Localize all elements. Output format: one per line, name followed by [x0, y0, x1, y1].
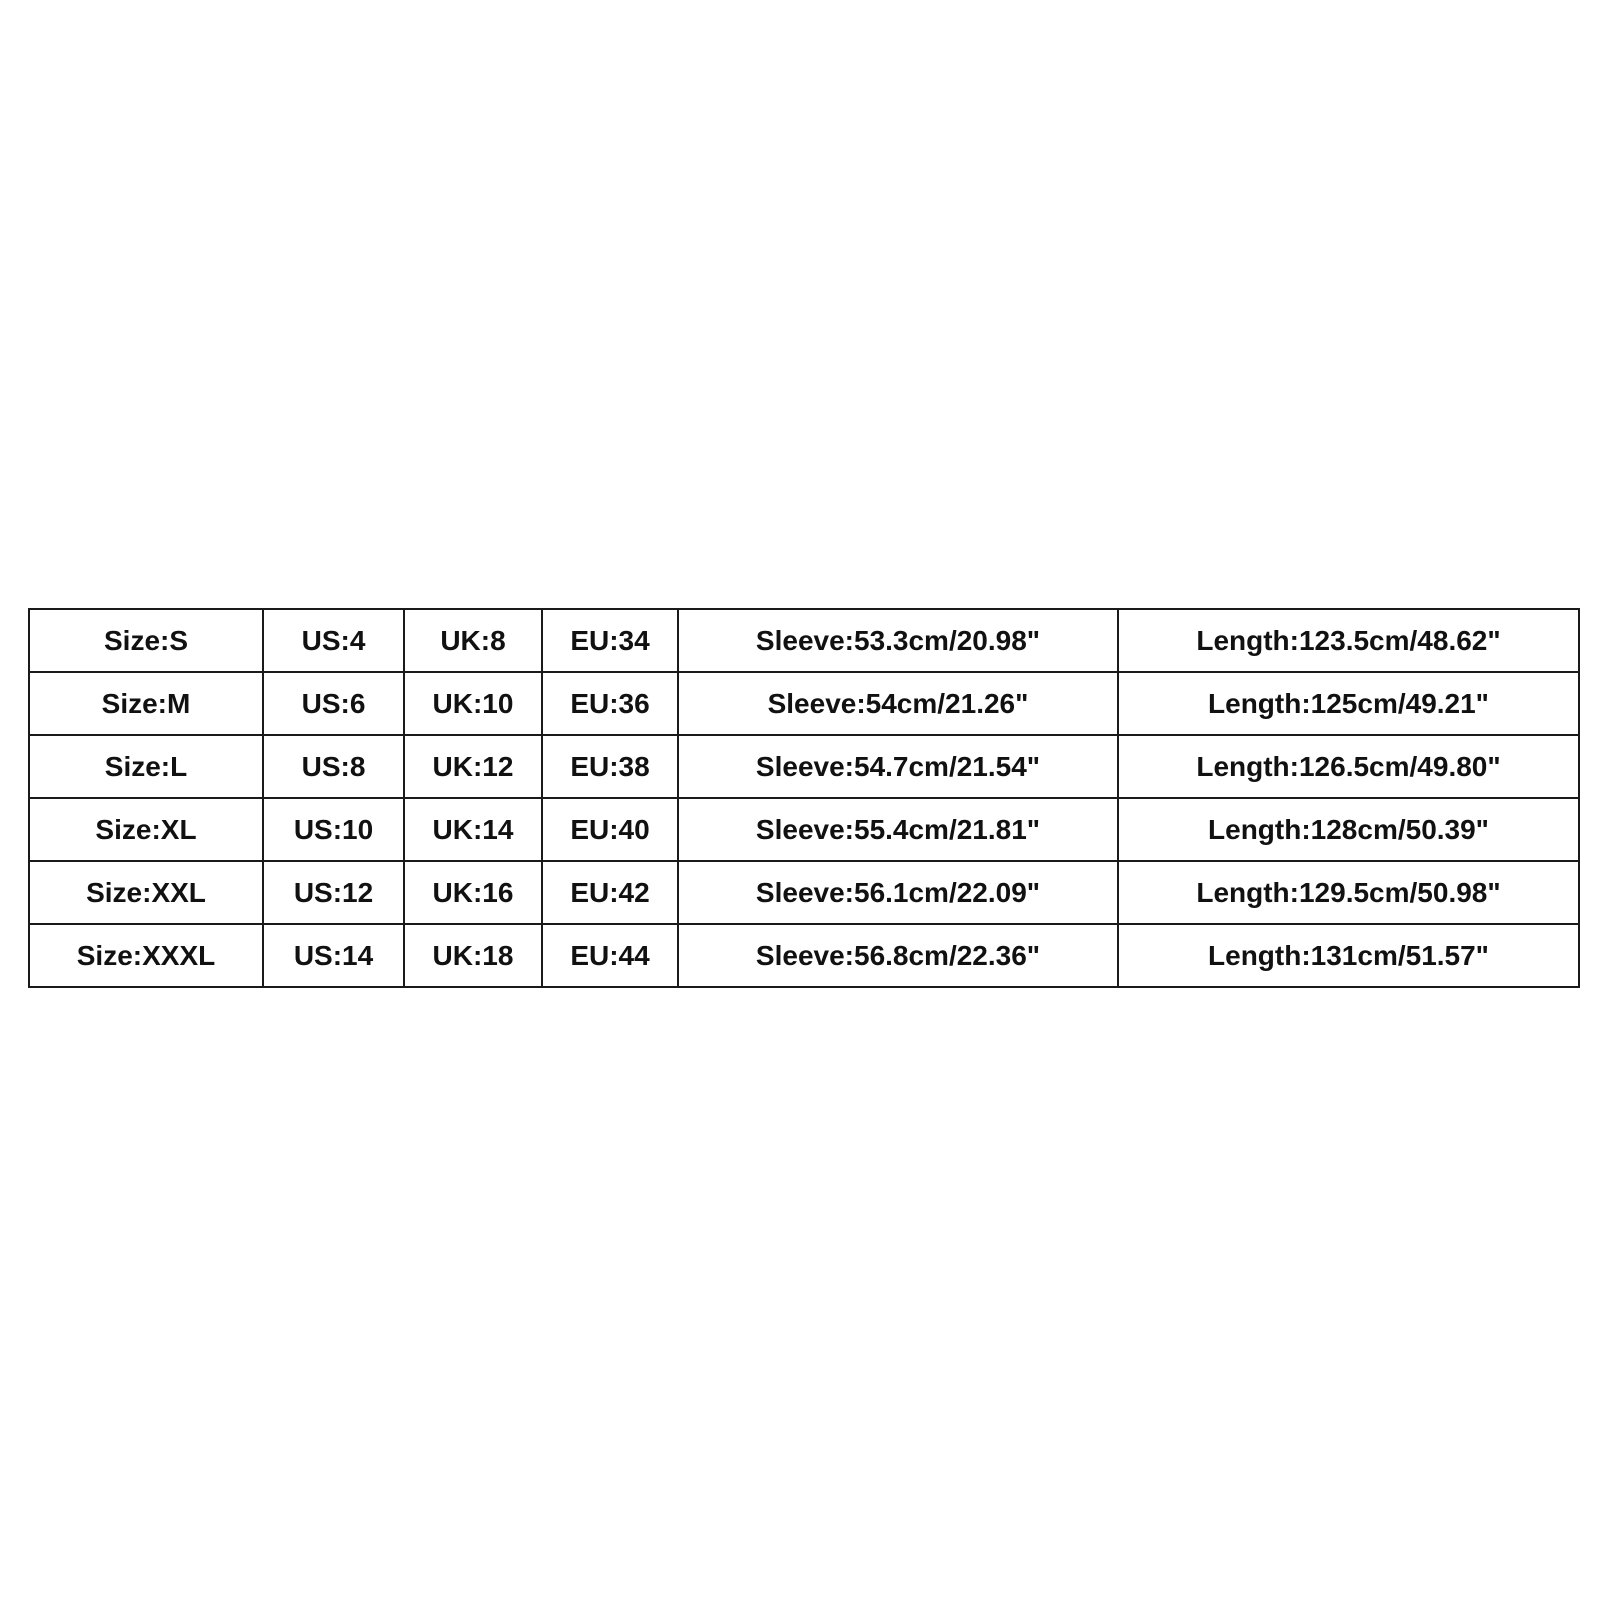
eu-size-cell: EU:42 — [542, 861, 678, 924]
us-size-cell: US:8 — [263, 735, 404, 798]
sleeve-cell: Sleeve:56.8cm/22.36" — [678, 924, 1118, 987]
sleeve-cell: Sleeve:54cm/21.26" — [678, 672, 1118, 735]
size-cell: Size:XXXL — [29, 924, 263, 987]
size-cell: Size:L — [29, 735, 263, 798]
length-cell: Length:125cm/49.21" — [1118, 672, 1579, 735]
uk-size-cell: UK:18 — [404, 924, 542, 987]
eu-size-cell: EU:34 — [542, 609, 678, 672]
length-cell: Length:129.5cm/50.98" — [1118, 861, 1579, 924]
us-size-cell: US:12 — [263, 861, 404, 924]
table-row — [29, 672, 1579, 735]
uk-size-cell: UK:8 — [404, 609, 542, 672]
eu-size-cell: EU:44 — [542, 924, 678, 987]
eu-size-cell: EU:36 — [542, 672, 678, 735]
uk-size-cell: UK:14 — [404, 798, 542, 861]
length-cell: Length:126.5cm/49.80" — [1118, 735, 1579, 798]
us-size-cell: US:4 — [263, 609, 404, 672]
uk-size-cell: UK:12 — [404, 735, 542, 798]
sleeve-cell: Sleeve:54.7cm/21.54" — [678, 735, 1118, 798]
size-cell: Size:S — [29, 609, 263, 672]
size-cell: Size:M — [29, 672, 263, 735]
sleeve-cell: Sleeve:56.1cm/22.09" — [678, 861, 1118, 924]
size-chart-table — [28, 608, 1580, 988]
us-size-cell: US:10 — [263, 798, 404, 861]
table-row — [29, 735, 1579, 798]
eu-size-cell: EU:38 — [542, 735, 678, 798]
table-row — [29, 609, 1579, 672]
sleeve-cell: Sleeve:55.4cm/21.81" — [678, 798, 1118, 861]
length-cell: Length:131cm/51.57" — [1118, 924, 1579, 987]
us-size-cell: US:14 — [263, 924, 404, 987]
size-cell: Size:XXL — [29, 861, 263, 924]
size-chart-body — [29, 609, 1579, 987]
size-cell: Size:XL — [29, 798, 263, 861]
eu-size-cell: EU:40 — [542, 798, 678, 861]
table-row — [29, 798, 1579, 861]
uk-size-cell: UK:16 — [404, 861, 542, 924]
sleeve-cell: Sleeve:53.3cm/20.98" — [678, 609, 1118, 672]
table-row — [29, 861, 1579, 924]
us-size-cell: US:6 — [263, 672, 404, 735]
length-cell: Length:128cm/50.39" — [1118, 798, 1579, 861]
length-cell: Length:123.5cm/48.62" — [1118, 609, 1579, 672]
uk-size-cell: UK:10 — [404, 672, 542, 735]
table-row — [29, 924, 1579, 987]
